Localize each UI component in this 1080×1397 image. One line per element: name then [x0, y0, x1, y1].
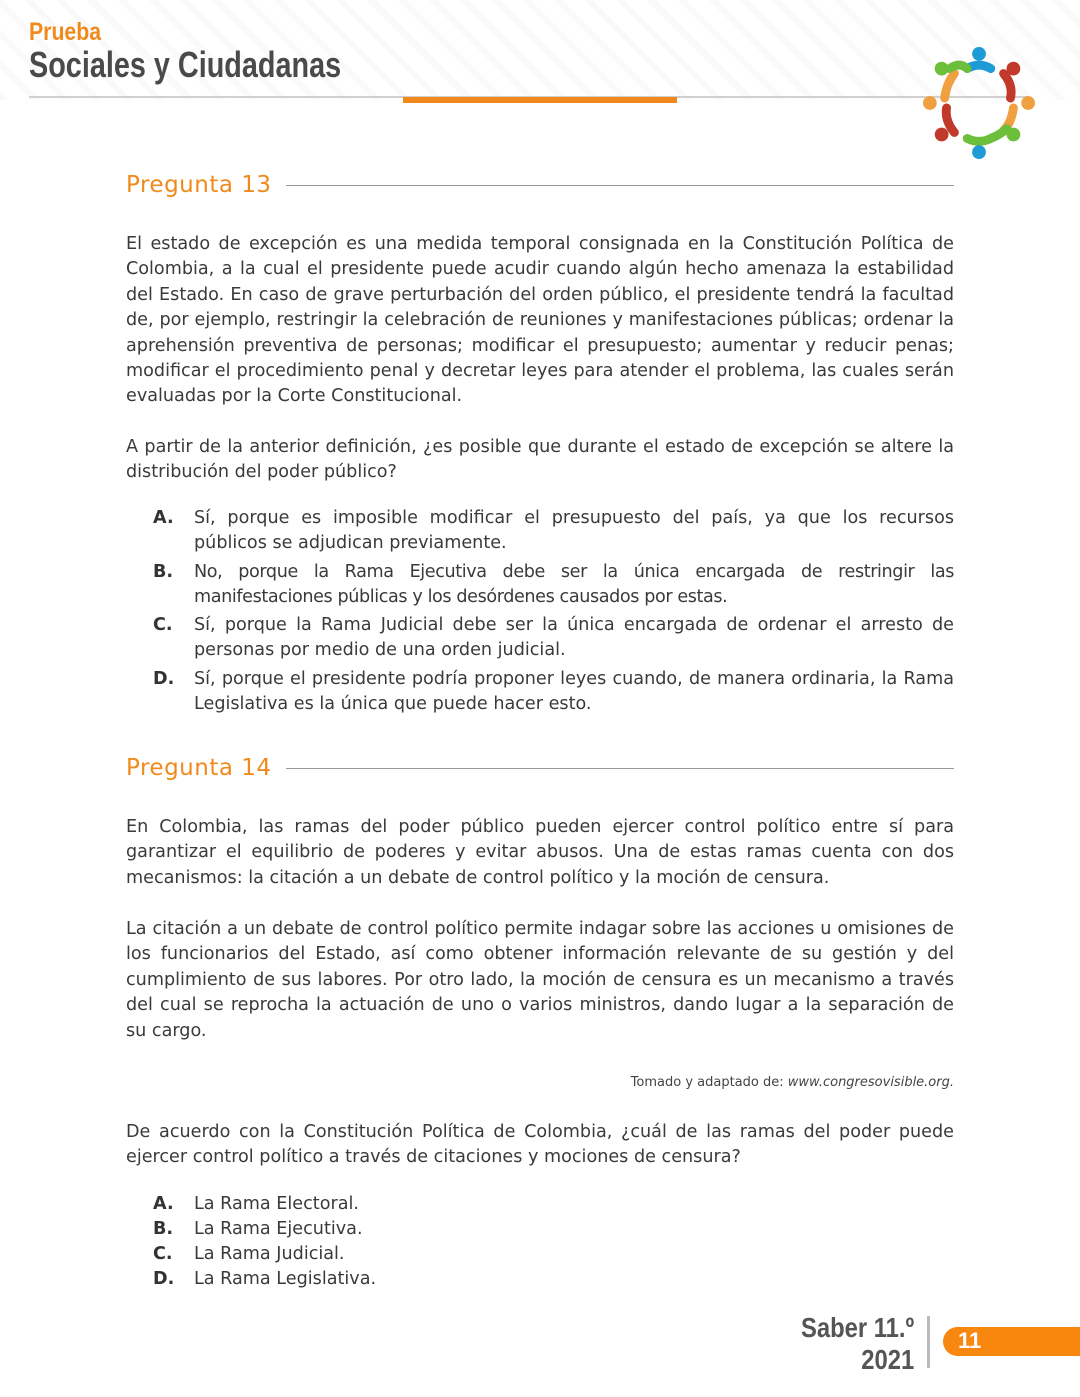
option-text: Sí, porque la Rama Judicial debe ser la única encargada de ordenar el arresto de personas por medio de una orden judicial.	[194, 615, 954, 661]
source-label: Tomado y adaptado de:	[630, 1075, 788, 1090]
question-14-heading	[126, 755, 954, 781]
option-letter: A.	[153, 1194, 174, 1214]
source-citation	[631, 1075, 954, 1090]
option-text: La Rama Legislativa.	[194, 1269, 377, 1289]
question-13-title: Pregunta 13	[126, 172, 272, 198]
question-13-option-a[interactable]	[153, 506, 954, 557]
page-number-tab	[943, 1327, 1080, 1356]
header-kicker: Prueba	[29, 18, 102, 46]
option-letter: C.	[153, 615, 173, 635]
heading-rule	[286, 768, 954, 769]
question-14-title: Pregunta 14	[126, 755, 272, 781]
page-number: 11	[958, 1328, 982, 1353]
question-14-context-2: La citación a un debate de control político permite indagar sobre las acciones u omisiones de los funcionarios del Estado, así como obtener información relevante de su gestión y del cumplimiento de sus labores. Por otro lado, la moción de censura es un mecanismo a través del cual se reprocha la actuación de uno o varios ministros, dando lugar a la separación de su cargo.	[126, 919, 954, 1041]
option-text: Sí, porque el presidente podría proponer leyes cuando, de manera ordinaria, la Rama Legislativa es la única que puede hacer esto.	[194, 669, 954, 715]
question-13-option-c[interactable]	[153, 613, 954, 664]
exam-year: 2021	[861, 1344, 914, 1375]
question-14-option-a[interactable]	[153, 1192, 954, 1217]
footer-exam-label	[801, 1312, 914, 1376]
question-14-prompt: De acuerdo con la Constitución Política de Colombia, ¿cuál de las ramas del poder puede ejercer control político a través de citaciones y mociones de censura?	[126, 1122, 954, 1168]
option-letter: A.	[153, 508, 174, 528]
header-subject: Sociales y Ciudadanas	[29, 44, 342, 85]
option-text: La Rama Judicial.	[194, 1244, 345, 1264]
option-text: No, porque la Rama Ejecutiva debe ser la única encargada de restringir las manifestaciones públicas y los desórdenes causados por estas.	[194, 562, 954, 608]
exam-name: Saber 11.º	[800, 1312, 914, 1343]
question-14-context-1: En Colombia, las ramas del poder público pueden ejercer control político entre sí para garantizar el equilibrio de poderes y evitar abusos. Una de estas ramas cuenta con dos mecanismos: la citación a un debate de control político y la moción de censura.	[126, 817, 954, 888]
heading-rule	[286, 185, 954, 186]
question-14-option-b[interactable]	[153, 1217, 954, 1242]
question-13-prompt: A partir de la anterior definición, ¿es posible que durante el estado de excepción se altere la distribución del poder público?	[126, 437, 954, 483]
option-letter: B.	[153, 562, 174, 582]
option-letter: B.	[153, 1219, 174, 1239]
option-text: Sí, porque es imposible modificar el presupuesto del país, ya que los recursos públicos se adjudican previamente.	[194, 508, 954, 554]
source-url: www.congresovisible.org.	[787, 1075, 954, 1090]
option-text: La Rama Ejecutiva.	[194, 1219, 363, 1239]
question-13-option-b[interactable]	[153, 560, 954, 611]
question-13-context: El estado de excepción es una medida temporal consignada en la Constitución Política de Colombia, a la cual el presidente puede acudir cuando algún hecho amenaza la estabilidad del Estado. En caso de grave perturbación del orden público, el presidente tendrá la facultad de, por ejemplo, restringir la celebración de reuniones y manifestaciones públicas; ordenar la aprehensión preventiva de personas; modificar el presupuesto; aumentar y reducir penas; modificar el procedimiento penal y decretar leyes para atender el problema, las cuales serán evaluadas por la Corte Constitucional.	[126, 234, 954, 407]
option-text: La Rama Electoral.	[194, 1194, 359, 1214]
question-13-heading	[126, 172, 954, 198]
option-letter: D.	[153, 1269, 175, 1289]
option-letter: D.	[153, 669, 175, 689]
option-letter: C.	[153, 1244, 173, 1264]
question-14-option-d[interactable]	[153, 1267, 954, 1292]
footer-divider	[927, 1316, 930, 1368]
header-accent-bar	[403, 97, 677, 103]
people-circle-logo-icon	[920, 44, 1038, 162]
question-14-option-c[interactable]	[153, 1242, 954, 1267]
question-13-option-d[interactable]	[153, 667, 954, 718]
